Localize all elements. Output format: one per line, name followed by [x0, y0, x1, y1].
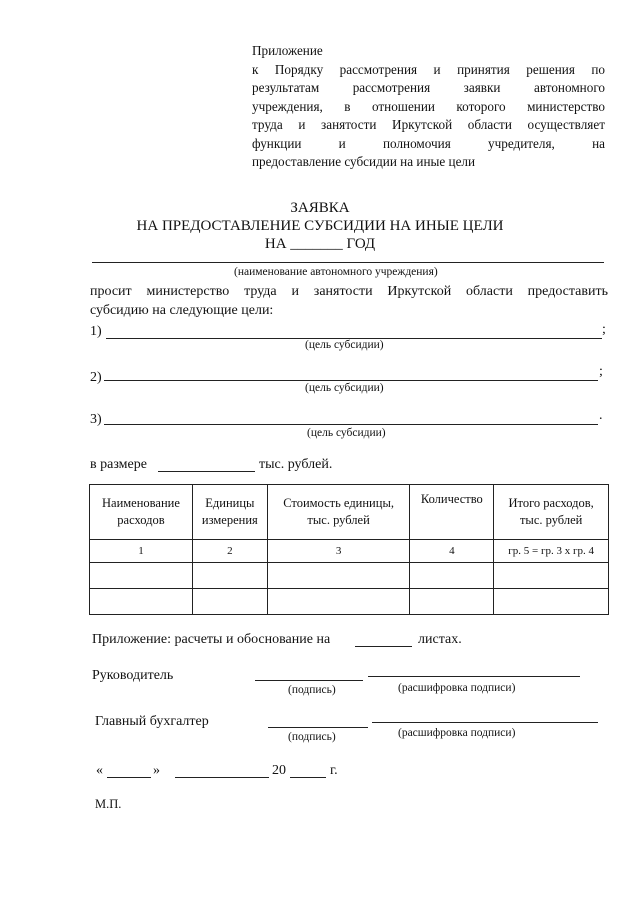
signature-role: Главный бухгалтер [95, 714, 209, 729]
table-row [90, 589, 609, 615]
header-cell: Количество [410, 485, 494, 540]
goal-number: 3) [90, 412, 102, 427]
table-cell[interactable] [494, 589, 609, 615]
annex-line: Приложение [252, 43, 323, 58]
table-cell[interactable] [192, 563, 267, 589]
signature-role: Руководитель [92, 668, 174, 683]
header-cell: Единицы измерения [192, 485, 267, 540]
annex-line: результатам рассмотрения заявки автономного [252, 80, 605, 95]
table-cell[interactable] [90, 589, 193, 615]
signature-decode-caption: (расшифровка подписи) [398, 727, 516, 739]
date-month-field[interactable] [175, 777, 269, 778]
annex-line: к Порядку рассмотрения и принятия решения по [252, 61, 605, 77]
column-number: 3 [267, 540, 410, 563]
table-header-row [90, 485, 609, 540]
date-year-prefix: 20 [272, 763, 286, 778]
date-year-field[interactable] [290, 777, 326, 778]
signature-line[interactable] [268, 727, 368, 728]
table-cell[interactable] [267, 589, 410, 615]
column-number: гр. 5 = гр. 3 х гр. 4 [494, 540, 609, 563]
header-cell: Наименование расходов [90, 485, 193, 540]
signature-line[interactable] [255, 680, 363, 681]
institution-caption: (наименование автономного учреждения) [234, 266, 438, 278]
signature-caption: (подпись) [288, 731, 336, 743]
date-year-suffix: г. [330, 763, 338, 778]
attachment-pages-field[interactable] [355, 646, 412, 647]
table-cell[interactable] [410, 589, 494, 615]
request-text-line1: просит министерство труда и занятости Иркутской области предоставить [90, 284, 608, 299]
table-cell[interactable] [267, 563, 410, 589]
table-cell[interactable] [192, 589, 267, 615]
annex-line: предоставление субсидии на иные цели [252, 154, 476, 169]
date-open-quote: « [96, 763, 103, 778]
column-number: 2 [192, 540, 267, 563]
signature-decode-line[interactable] [372, 722, 598, 723]
goal-number: 2) [90, 370, 102, 385]
signature-decode-caption: (расшифровка подписи) [398, 682, 516, 694]
document-subtitle: НА ПРЕДОСТАВЛЕНИЕ СУБСИДИИ НА ИНЫЕ ЦЕЛИ [136, 218, 504, 234]
institution-name-line[interactable] [92, 262, 604, 263]
goal-end-mark: ; [599, 364, 603, 379]
date-close-quote: » [153, 763, 160, 778]
document-year-line: НА _______ ГОД [264, 236, 376, 252]
goal-number: 1) [90, 324, 102, 339]
goal-caption: (цель субсидии) [305, 339, 384, 351]
table-number-row [90, 540, 609, 563]
goal-caption: (цель субсидии) [305, 382, 384, 394]
table-row [90, 563, 609, 589]
annex-header [252, 42, 605, 172]
goal-3-line[interactable] [104, 424, 598, 425]
table-cell[interactable] [90, 563, 193, 589]
goal-2-line[interactable] [104, 380, 598, 381]
annex-line: труда и занятости Иркутской области осуществляет [252, 117, 605, 132]
date-day-field[interactable] [107, 777, 151, 778]
stamp-place: М.П. [95, 797, 122, 811]
attachment-suffix: листах. [418, 632, 462, 647]
document-title: ЗАЯВКА [290, 200, 350, 216]
goal-end-mark: ; [602, 322, 606, 337]
signature-decode-line[interactable] [368, 676, 580, 677]
signature-caption: (подпись) [288, 684, 336, 696]
amount-field[interactable] [158, 471, 255, 472]
header-cell: Стоимость единицы, тыс. рублей [267, 485, 410, 540]
header-cell: Итого расходов, тыс. рублей [494, 485, 609, 540]
table-cell[interactable] [410, 563, 494, 589]
attachment-prefix: Приложение: расчеты и обоснование на [92, 632, 331, 647]
column-number: 4 [410, 540, 494, 563]
expense-table [89, 484, 609, 615]
annex-line: учреждения, в отношении которого министерство [252, 98, 605, 114]
column-number: 1 [90, 540, 193, 563]
amount-suffix: тыс. рублей. [259, 457, 333, 472]
table-cell[interactable] [494, 563, 609, 589]
request-text-line2: субсидию на следующие цели: [90, 303, 274, 318]
goal-end-mark: . [599, 408, 603, 423]
amount-prefix: в размере [90, 457, 147, 472]
goal-caption: (цель субсидии) [307, 427, 386, 439]
annex-line: функции и полномочия учредителя, на [252, 135, 605, 151]
